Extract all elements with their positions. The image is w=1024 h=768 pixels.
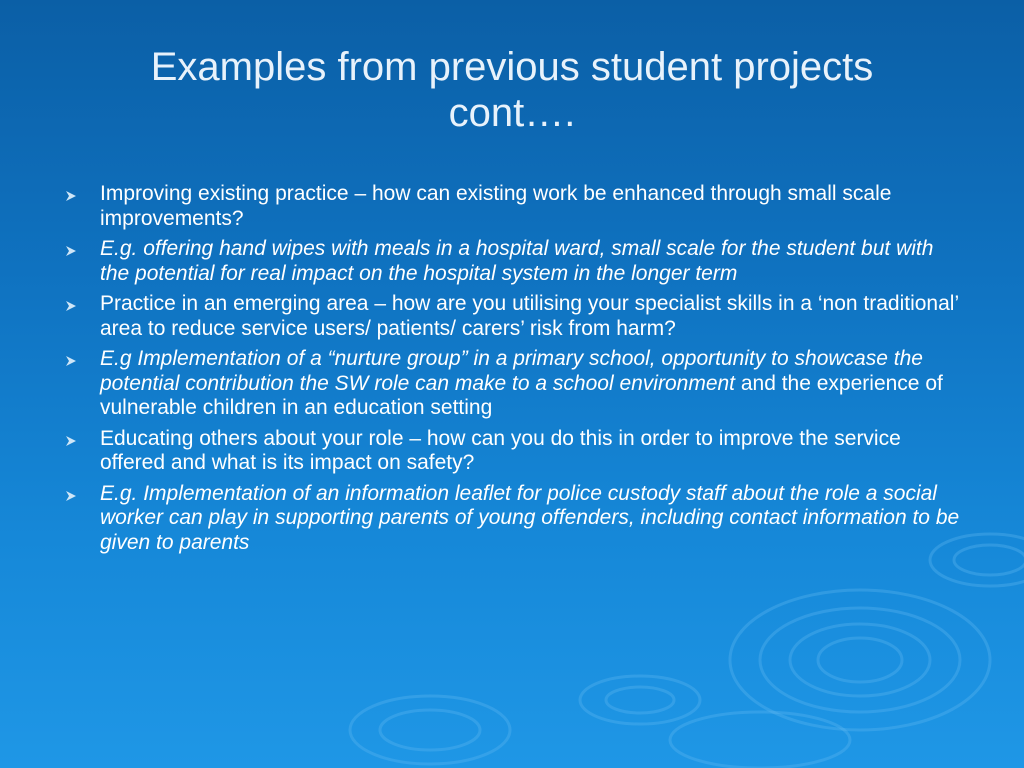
bullet-item-hand-wipes-example (62, 237, 962, 286)
bullet-text: Improving existing practice – how can existing work be enhanced through small scale improvements? (100, 182, 892, 230)
bullet-list (62, 182, 962, 561)
bullet-text: Educating others about your role – how can you do this in order to improve the service offered and what is its impact on safety? (100, 426, 901, 474)
arrow-bullet-icon (64, 190, 78, 202)
bullet-text: E.g. offering hand wipes with meals in a hospital ward, small scale for the student but with the potential for real impact on the hospital system in the longer term (100, 237, 934, 285)
bullet-item-educating-others (62, 427, 962, 476)
bullet-item-improving-practice (62, 182, 962, 231)
slide-title (60, 44, 964, 136)
arrow-bullet-icon (64, 490, 78, 502)
arrow-bullet-icon (64, 245, 78, 257)
bullet-text-italic: E.g Implementation of a “nurture group” in a primary school, opportunity to showcase the potential contribution the SW role can make to a school environment (100, 347, 923, 395)
bullet-item-leaflet-example (62, 482, 962, 556)
bullet-text: Practice in an emerging area – how are you utilising your specialist skills in a ‘non traditional’ area to reduce service users/ patients/ carers’ risk from harm? (100, 292, 959, 340)
arrow-bullet-icon (64, 435, 78, 447)
bullet-text: E.g. Implementation of an information leaflet for police custody staff about the role a social worker can play in supporting parents of young offenders, including contact information to be given to parents (100, 481, 960, 554)
title-line-1: Examples from previous student projects (150, 45, 874, 89)
title-line-2: cont…. (448, 91, 576, 135)
bullet-item-nurture-group-example (62, 347, 962, 421)
bullet-text-normal: and the experience of vulnerable children in an education setting (100, 371, 943, 419)
arrow-bullet-icon (64, 355, 78, 367)
arrow-bullet-icon (64, 300, 78, 312)
bullet-item-emerging-area (62, 292, 962, 341)
